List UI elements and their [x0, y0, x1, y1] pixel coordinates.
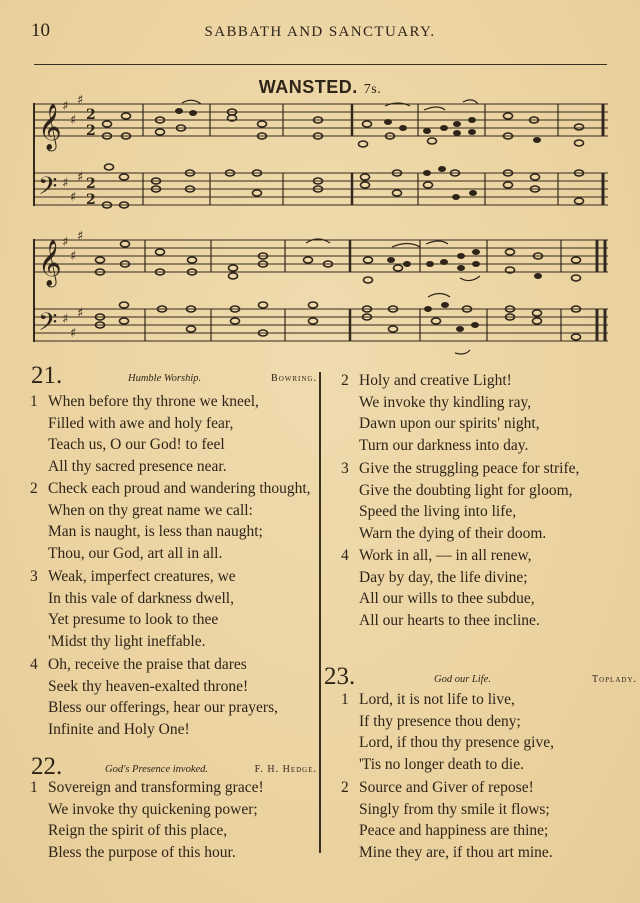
verse-line: All thy sacred presence near.: [48, 457, 227, 475]
svg-text:♯: ♯: [62, 176, 69, 191]
stanza-number: 3: [341, 460, 349, 477]
hymn-subtitle: God's Presence invoked.: [105, 764, 209, 775]
bass-clef-icon: 𝄢: [38, 308, 58, 343]
verse-line: Reign the spirit of this place,: [48, 822, 228, 839]
staff-system1-bass: [35, 173, 608, 205]
verse-line: In this vale of darkness dwell,: [48, 589, 234, 607]
hymn-author: F. H. Hedge.: [254, 764, 317, 775]
time-signature: [86, 107, 96, 208]
verse-line: Thou, our God, art all in all.: [48, 544, 223, 562]
verse-line: Turn our darkness into day.: [359, 436, 529, 454]
stanza-number: 1: [341, 691, 349, 708]
verse-line: Bless our offerings, hear our prayers,: [48, 699, 278, 716]
staff-system2-bass: [35, 309, 608, 341]
verse-line: 'Midst thy light ineffable.: [48, 632, 206, 650]
verse-line: We invoke thy quickening power;: [48, 800, 258, 818]
stanza-number: 1: [30, 779, 38, 796]
verse-line: Give the struggling peace for strife,: [359, 460, 580, 477]
treble-clef-icon: 𝄞: [38, 104, 62, 150]
verse-line: When on thy great name we call:: [48, 501, 253, 519]
svg-text:2: 2: [86, 123, 96, 139]
verse-line: All our wills to thee subdue,: [359, 590, 535, 607]
stanza: [341, 370, 540, 456]
stanza: [30, 654, 278, 740]
stanza-number: 2: [30, 480, 38, 497]
svg-text:2: 2: [86, 192, 96, 208]
music-score: [0, 0, 640, 360]
stanza: [341, 777, 553, 863]
stanza: [30, 566, 236, 652]
running-title: SABBATH AND SANCTUARY.: [204, 24, 436, 40]
verse-line: Lord, if thou thy presence give,: [359, 734, 554, 751]
hymn-number: 21.: [31, 362, 63, 389]
tune-name: WANSTED.: [258, 77, 358, 97]
column-divider: [319, 372, 321, 853]
verse-line: Day by day, the life divine;: [359, 568, 528, 586]
stanza: [341, 458, 579, 544]
svg-text:♯: ♯: [62, 99, 69, 114]
hymn-21-header: [31, 363, 317, 391]
verse-line: Lord, it is not life to live,: [359, 691, 515, 708]
stanza: [341, 689, 554, 775]
verse-line: Give the doubting light for gloom,: [359, 481, 573, 499]
svg-text:♯: ♯: [70, 190, 77, 205]
verse-line: Seek thy heaven-exalted throne!: [48, 677, 249, 695]
treble-clef-icon: 𝄞: [38, 240, 62, 286]
svg-text:♯: ♯: [77, 306, 84, 321]
note-heads: [96, 109, 584, 340]
stanza-number: 3: [30, 568, 38, 585]
stanza-number: 2: [341, 779, 349, 796]
svg-text:♯: ♯: [70, 249, 77, 264]
verse-line: Dawn upon our spirits' night,: [359, 415, 540, 432]
svg-text:♯: ♯: [62, 312, 69, 327]
verse-line: All our hearts to thee incline.: [359, 611, 540, 629]
hymn-number: 23.: [324, 663, 356, 690]
svg-text:♯: ♯: [62, 235, 69, 250]
verse-line: 'Tis no longer death to die.: [359, 755, 524, 773]
verse-line: Speed the living into life,: [359, 503, 517, 520]
verse-line: Source and Giver of repose!: [359, 779, 534, 796]
stanza-number: 1: [30, 393, 38, 410]
stanza-number: 2: [341, 372, 349, 389]
verse-line: Teach us, O our God! to feel: [48, 436, 225, 453]
key-signature-sharps: [62, 93, 83, 341]
stanza: [30, 777, 264, 863]
svg-text:2: 2: [86, 107, 96, 123]
verse-line: Check each proud and wandering thought,: [48, 480, 311, 497]
hymn-subtitle: God our Life.: [434, 674, 491, 685]
verse-line: Peace and happiness are thine;: [359, 822, 549, 839]
hymn-number: 22.: [31, 753, 63, 780]
verse-line: Man is naught, is less than naught;: [48, 523, 263, 540]
verse-line: Holy and creative Light!: [359, 372, 512, 389]
verse-line: Work in all, — in all renew,: [359, 547, 532, 564]
verse-line: Oh, receive the praise that dares: [48, 656, 247, 673]
quarter-notes: [175, 108, 542, 332]
page-number: 10: [31, 20, 50, 41]
verse-line: Mine they are, if thou art mine.: [359, 843, 553, 861]
svg-text:♯: ♯: [77, 170, 84, 185]
verse-line: Bless the purpose of this hour.: [48, 843, 236, 861]
hymn-subtitle: Humble Worship.: [128, 373, 202, 384]
stanza-number: 4: [30, 656, 38, 673]
verse-line: Warn the dying of their doom.: [359, 524, 547, 542]
verse-line: Infinite and Holy One!: [48, 720, 190, 738]
verse-line: If thy presence thou deny;: [359, 712, 521, 730]
verse-line: Yet presume to look to thee: [48, 611, 219, 628]
stanza: [341, 545, 540, 631]
svg-text:♯: ♯: [77, 93, 84, 108]
hymn-author: Bowring.: [271, 373, 317, 384]
svg-text:♯: ♯: [70, 113, 77, 128]
hymn-23-header: [324, 663, 637, 692]
stanza-number: 4: [341, 547, 349, 564]
svg-text:♯: ♯: [70, 326, 77, 341]
stanza: [30, 478, 311, 564]
verse-line: When before thy throne we kneel,: [48, 393, 259, 410]
stanza: [30, 391, 259, 477]
verse-line: Weak, imperfect creatures, we: [48, 568, 236, 585]
verse-line: We invoke thy kindling ray,: [359, 393, 532, 411]
verse-line: Sovereign and transforming grace!: [48, 779, 264, 796]
hymn-author: Toplady.: [592, 674, 637, 685]
verse-line: Singly from thy smile it flows;: [359, 800, 550, 818]
tune-meter: 7s.: [363, 82, 382, 97]
bass-clef-icon: 𝄢: [38, 172, 58, 207]
svg-text:2: 2: [86, 176, 96, 192]
staff-system1-treble: [35, 104, 608, 136]
svg-text:♯: ♯: [77, 229, 84, 244]
verse-line: Filled with awe and holy fear,: [48, 414, 234, 432]
